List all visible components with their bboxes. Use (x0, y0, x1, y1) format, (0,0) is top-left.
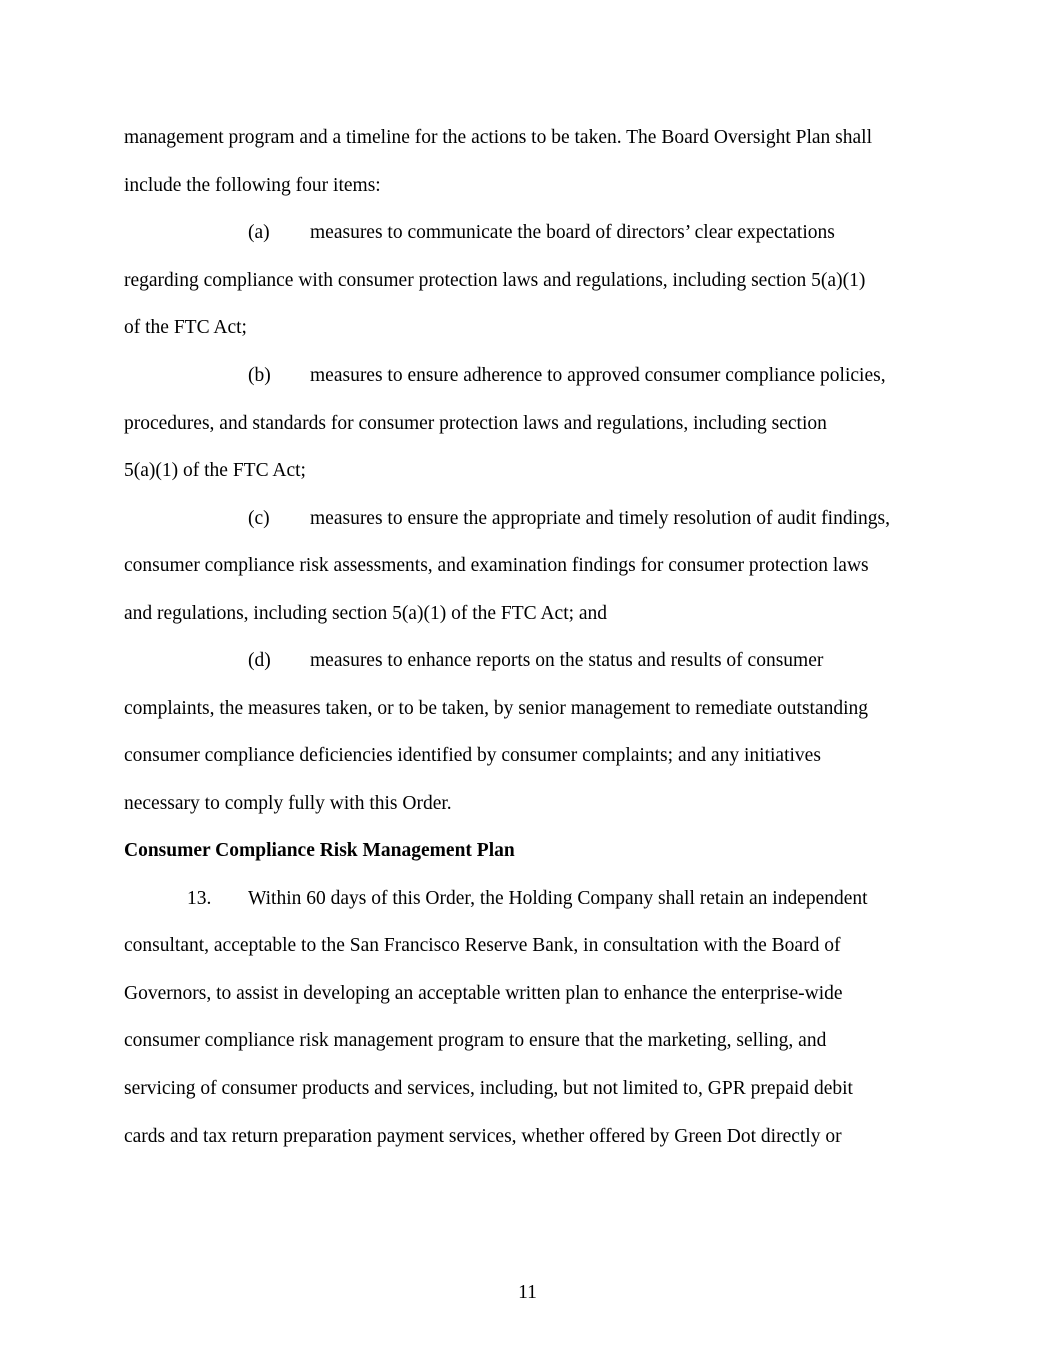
item-d-line-3: consumer compliance deficiencies identified by consumer complaints; and any initiatives (124, 745, 821, 766)
item-c-line-3: and regulations, including section 5(a)(1) of the FTC Act; and (124, 603, 608, 624)
intro-line-1: management program and a timeline for the actions to be taken. The Board Oversight Plan shall (124, 127, 873, 148)
item-c-label: (c) (248, 508, 270, 529)
paragraph-13-line-3: Governors, to assist in developing an acceptable written plan to enhance the enterprise-wide (124, 983, 843, 1004)
item-c-first-line: measures to ensure the appropriate and timely resolution of audit findings, (310, 508, 890, 529)
item-c-line-2: consumer compliance risk assessments, and examination findings for consumer protection laws (124, 555, 869, 576)
page-number: 11 (518, 1282, 537, 1303)
item-d-first-line: measures to enhance reports on the status and results of consumer (310, 650, 824, 671)
item-b-line-3: 5(a)(1) of the FTC Act; (124, 460, 306, 481)
item-d-line-2: complaints, the measures taken, or to be taken, by senior management to remediate outstanding (124, 698, 869, 719)
item-a-first-line: measures to communicate the board of directors’ clear expectations (310, 222, 835, 243)
paragraph-13-number: 13. (187, 888, 212, 909)
item-b-label: (b) (248, 365, 271, 386)
item-d-line-4: necessary to comply fully with this Order. (124, 793, 452, 814)
paragraph-13-line-2: consultant, acceptable to the San Francisco Reserve Bank, in consultation with the Board of (124, 935, 841, 956)
paragraph-13-first-line: Within 60 days of this Order, the Holding Company shall retain an independent (248, 888, 868, 909)
paragraph-13-line-6: cards and tax return preparation payment services, whether offered by Green Dot directly or (124, 1126, 842, 1147)
item-a-line-3: of the FTC Act; (124, 317, 247, 338)
item-b-line-2: procedures, and standards for consumer protection laws and regulations, including section (124, 413, 827, 434)
item-b-first-line: measures to ensure adherence to approved consumer compliance policies, (310, 365, 886, 386)
paragraph-13-line-5: servicing of consumer products and services, including, but not limited to, GPR prepaid debit (124, 1078, 853, 1099)
item-a-label: (a) (248, 222, 270, 243)
item-a-line-2: regarding compliance with consumer protection laws and regulations, including section 5(a)(1) (124, 270, 866, 291)
item-d-label: (d) (248, 650, 271, 671)
paragraph-13-line-4: consumer compliance risk management program to ensure that the marketing, selling, and (124, 1030, 827, 1051)
intro-line-2: include the following four items: (124, 175, 381, 196)
section-heading: Consumer Compliance Risk Management Plan (124, 840, 515, 861)
